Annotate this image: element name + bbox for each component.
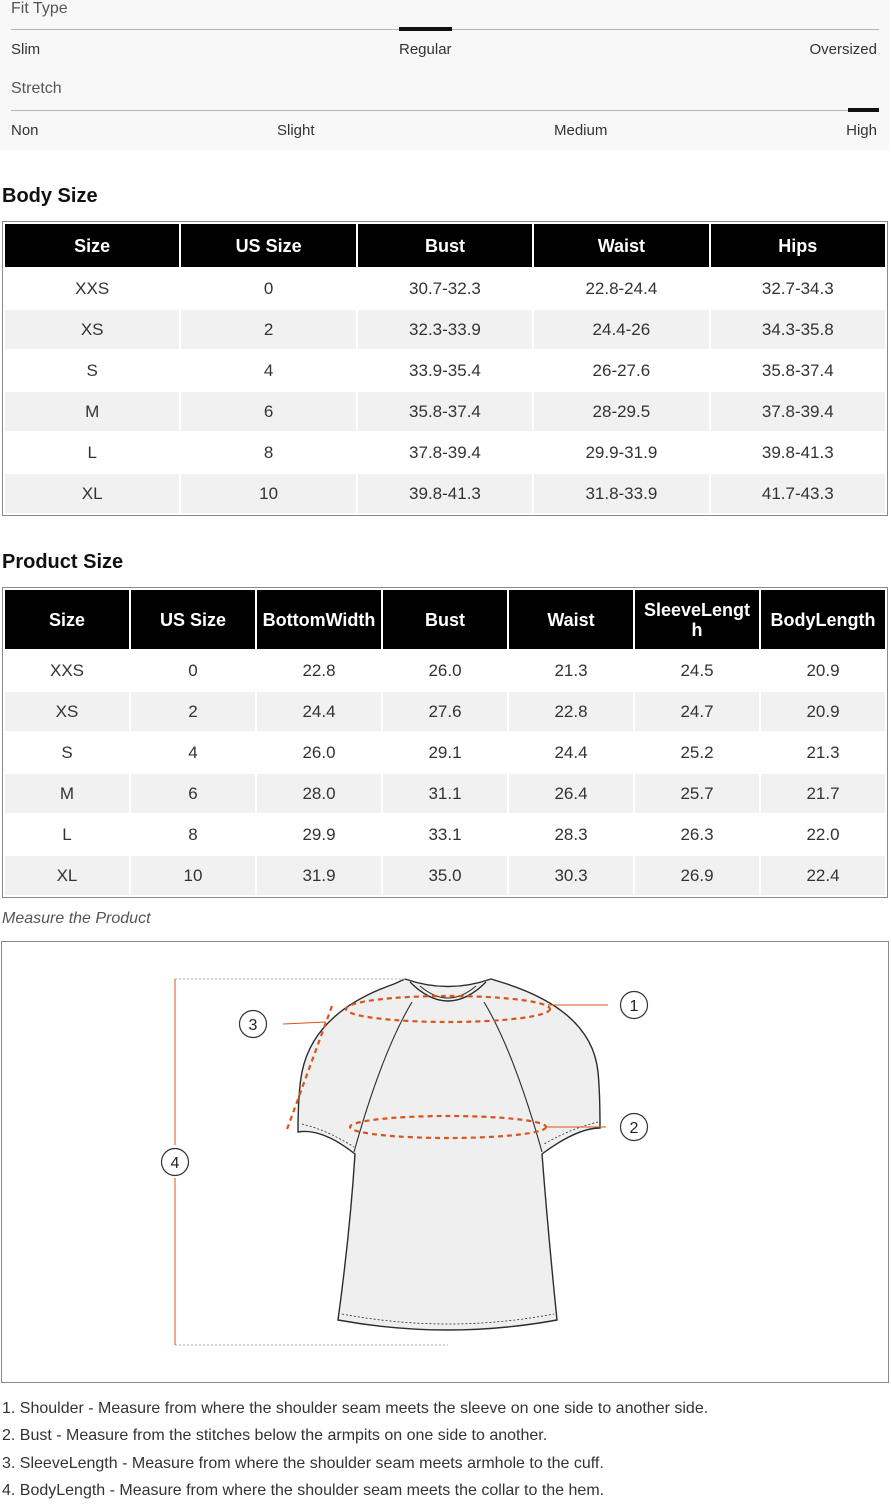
table-cell: 31.9 — [257, 856, 381, 895]
callout-2 — [621, 1114, 648, 1141]
table-header: Bust — [383, 590, 507, 649]
product-size-table — [2, 587, 888, 898]
callout-4 — [162, 1149, 189, 1176]
table-header: BottomWidth — [257, 590, 381, 649]
table-cell: 31.8-33.9 — [534, 474, 708, 513]
table-cell: 21.3 — [554, 660, 588, 680]
table-cell: 24.4 — [554, 742, 588, 762]
fit-type-label: Fit Type — [11, 0, 68, 17]
table-cell: 39.8-41.3 — [358, 474, 532, 513]
table-cell: 20.9 — [761, 692, 885, 731]
table-cell: XS — [5, 310, 179, 349]
table-row — [5, 774, 885, 813]
table-cell: 25.7 — [635, 774, 759, 813]
table-cell: L — [87, 442, 97, 462]
table-cell: 37.8-39.4 — [409, 442, 481, 462]
table-header: Waist — [509, 590, 633, 649]
table-cell: 33.9-35.4 — [409, 360, 481, 380]
table-cell: 2 — [131, 692, 255, 731]
table-cell: 28-29.5 — [534, 392, 708, 431]
table-cell: 6 — [181, 392, 355, 431]
table-cell: 8 — [263, 442, 274, 462]
table-header: Size — [5, 224, 179, 267]
fit-option-oversized: Oversized — [809, 41, 877, 58]
fit-type-marker — [399, 27, 452, 31]
table-cell: 25.2 — [680, 742, 714, 762]
table-cell: 4 — [188, 742, 198, 762]
table-cell: 29.9 — [302, 824, 336, 844]
table-cell: 10 — [131, 856, 255, 895]
table-cell: XL — [5, 474, 179, 513]
table-cell: 39.8-41.3 — [761, 442, 834, 462]
table-cell: XS — [5, 692, 129, 731]
table-header: SleeveLength — [635, 590, 759, 649]
table-cell: 21.7 — [761, 774, 885, 813]
table-cell: S — [61, 742, 73, 762]
table-cell: 24.5 — [680, 660, 714, 680]
table-cell: M — [5, 392, 179, 431]
table-cell: XXS — [49, 660, 85, 680]
stretch-option-medium: Medium — [554, 122, 608, 139]
body-size-title: Body Size — [2, 185, 98, 207]
table-cell: 29.9-31.9 — [585, 442, 658, 462]
table-cell: 22.8-24.4 — [585, 278, 658, 298]
table-cell: 22.4 — [761, 856, 885, 895]
callout-3-leader — [283, 1022, 326, 1024]
note-body-length: 4. BodyLength - Measure from where the shoulder seam meets the collar to the hem. — [2, 1482, 605, 1500]
table-cell: 37.8-39.4 — [711, 392, 885, 431]
table-cell: 28.3 — [554, 824, 588, 844]
table-cell: 20.9 — [806, 660, 840, 680]
table-cell: 33.1 — [428, 824, 462, 844]
table-row — [5, 733, 885, 772]
table-cell: 35.0 — [383, 856, 507, 895]
table-row — [5, 856, 885, 895]
table-cell: 22.8 — [302, 660, 336, 680]
table-cell: 21.3 — [806, 742, 840, 762]
table-row — [5, 269, 885, 308]
stretch-option-slight: Slight — [277, 122, 315, 139]
table-cell: XL — [5, 856, 129, 895]
table-header: Bust — [358, 224, 532, 267]
table-header: US Size — [181, 224, 355, 267]
callout-2-number: 2 — [629, 1120, 639, 1137]
callout-3-number: 3 — [248, 1017, 258, 1034]
stretch-option-high: High — [846, 122, 877, 139]
table-cell: 4 — [263, 360, 274, 380]
table-header: US Size — [131, 590, 255, 649]
tshirt-diagram — [2, 942, 888, 1382]
table-cell: 24.4 — [257, 692, 381, 731]
table-cell: 6 — [131, 774, 255, 813]
body-size-table — [2, 221, 888, 516]
table-cell: 10 — [181, 474, 355, 513]
product-size-title: Product Size — [2, 551, 124, 573]
table-cell: 30.3 — [509, 856, 633, 895]
note-shoulder: 1. Shoulder - Measure from where the shoulder seam meets the sleeve on one side to another side. — [2, 1400, 709, 1417]
table-cell: 27.6 — [383, 692, 507, 731]
table-header: Size — [5, 590, 129, 649]
table-cell: 2 — [181, 310, 355, 349]
stretch-option-non: Non — [11, 122, 39, 139]
table-cell: 24.4-26 — [534, 310, 708, 349]
note-bust: 2. Bust - Measure from the stitches below the armpits on one side to another. — [2, 1427, 548, 1445]
table-cell: 31.1 — [383, 774, 507, 813]
table-cell: 32.7-34.3 — [761, 278, 834, 298]
table-header: BodyLength — [761, 590, 885, 649]
table-cell: L — [62, 824, 72, 844]
stretch-marker — [848, 108, 879, 112]
table-cell: 26.3 — [680, 824, 714, 844]
table-cell: 0 — [263, 278, 274, 298]
table-cell: 41.7-43.3 — [711, 474, 885, 513]
stretch-track — [11, 110, 879, 111]
stretch-label: Stretch — [11, 80, 62, 97]
table-row — [5, 692, 885, 731]
table-row — [5, 474, 885, 513]
tshirt-illustration — [298, 979, 600, 1330]
measure-notes — [2, 1395, 708, 1505]
table-cell: 26.9 — [635, 856, 759, 895]
table-cell: 26.0 — [428, 660, 462, 680]
note-sleeve-length: 3. SleeveLength - Measure from where the shoulder seam meets armhole to the cuff. — [2, 1454, 604, 1472]
table-cell: 22.8 — [509, 692, 633, 731]
table-cell: 30.7-32.3 — [409, 278, 481, 298]
callout-4-number: 4 — [170, 1155, 180, 1172]
table-cell: 35.8-37.4 — [358, 392, 532, 431]
table-cell: 35.8-37.4 — [761, 360, 834, 380]
measure-caption: Measure the Product — [2, 910, 151, 927]
table-row — [5, 392, 885, 431]
callout-1-number: 1 — [629, 998, 639, 1015]
table-cell: 26.0 — [302, 742, 336, 762]
table-cell: 0 — [188, 660, 198, 680]
fit-option-regular: Regular — [399, 41, 452, 58]
table-header: Hips — [711, 224, 885, 267]
table-row — [5, 815, 885, 854]
table-cell: 29.1 — [428, 742, 462, 762]
table-cell: 28.0 — [257, 774, 381, 813]
table-cell: M — [5, 774, 129, 813]
measure-diagram — [1, 941, 889, 1383]
table-cell: 26.4 — [509, 774, 633, 813]
table-cell: 34.3-35.8 — [711, 310, 885, 349]
table-cell: XXS — [75, 278, 110, 298]
table-cell: S — [86, 360, 98, 380]
table-cell: 22.0 — [806, 824, 840, 844]
table-cell: 8 — [188, 824, 198, 844]
table-row — [5, 651, 885, 690]
table-cell: 26-27.6 — [592, 360, 651, 380]
fit-panel — [0, 0, 889, 150]
table-header: Waist — [534, 224, 708, 267]
fit-option-slim: Slim — [11, 41, 41, 58]
table-row — [5, 310, 885, 349]
table-row — [5, 433, 885, 472]
table-row — [5, 351, 885, 390]
table-cell: 32.3-33.9 — [358, 310, 532, 349]
callout-1 — [621, 992, 648, 1019]
table-cell: 24.7 — [635, 692, 759, 731]
callout-3 — [240, 1011, 267, 1038]
